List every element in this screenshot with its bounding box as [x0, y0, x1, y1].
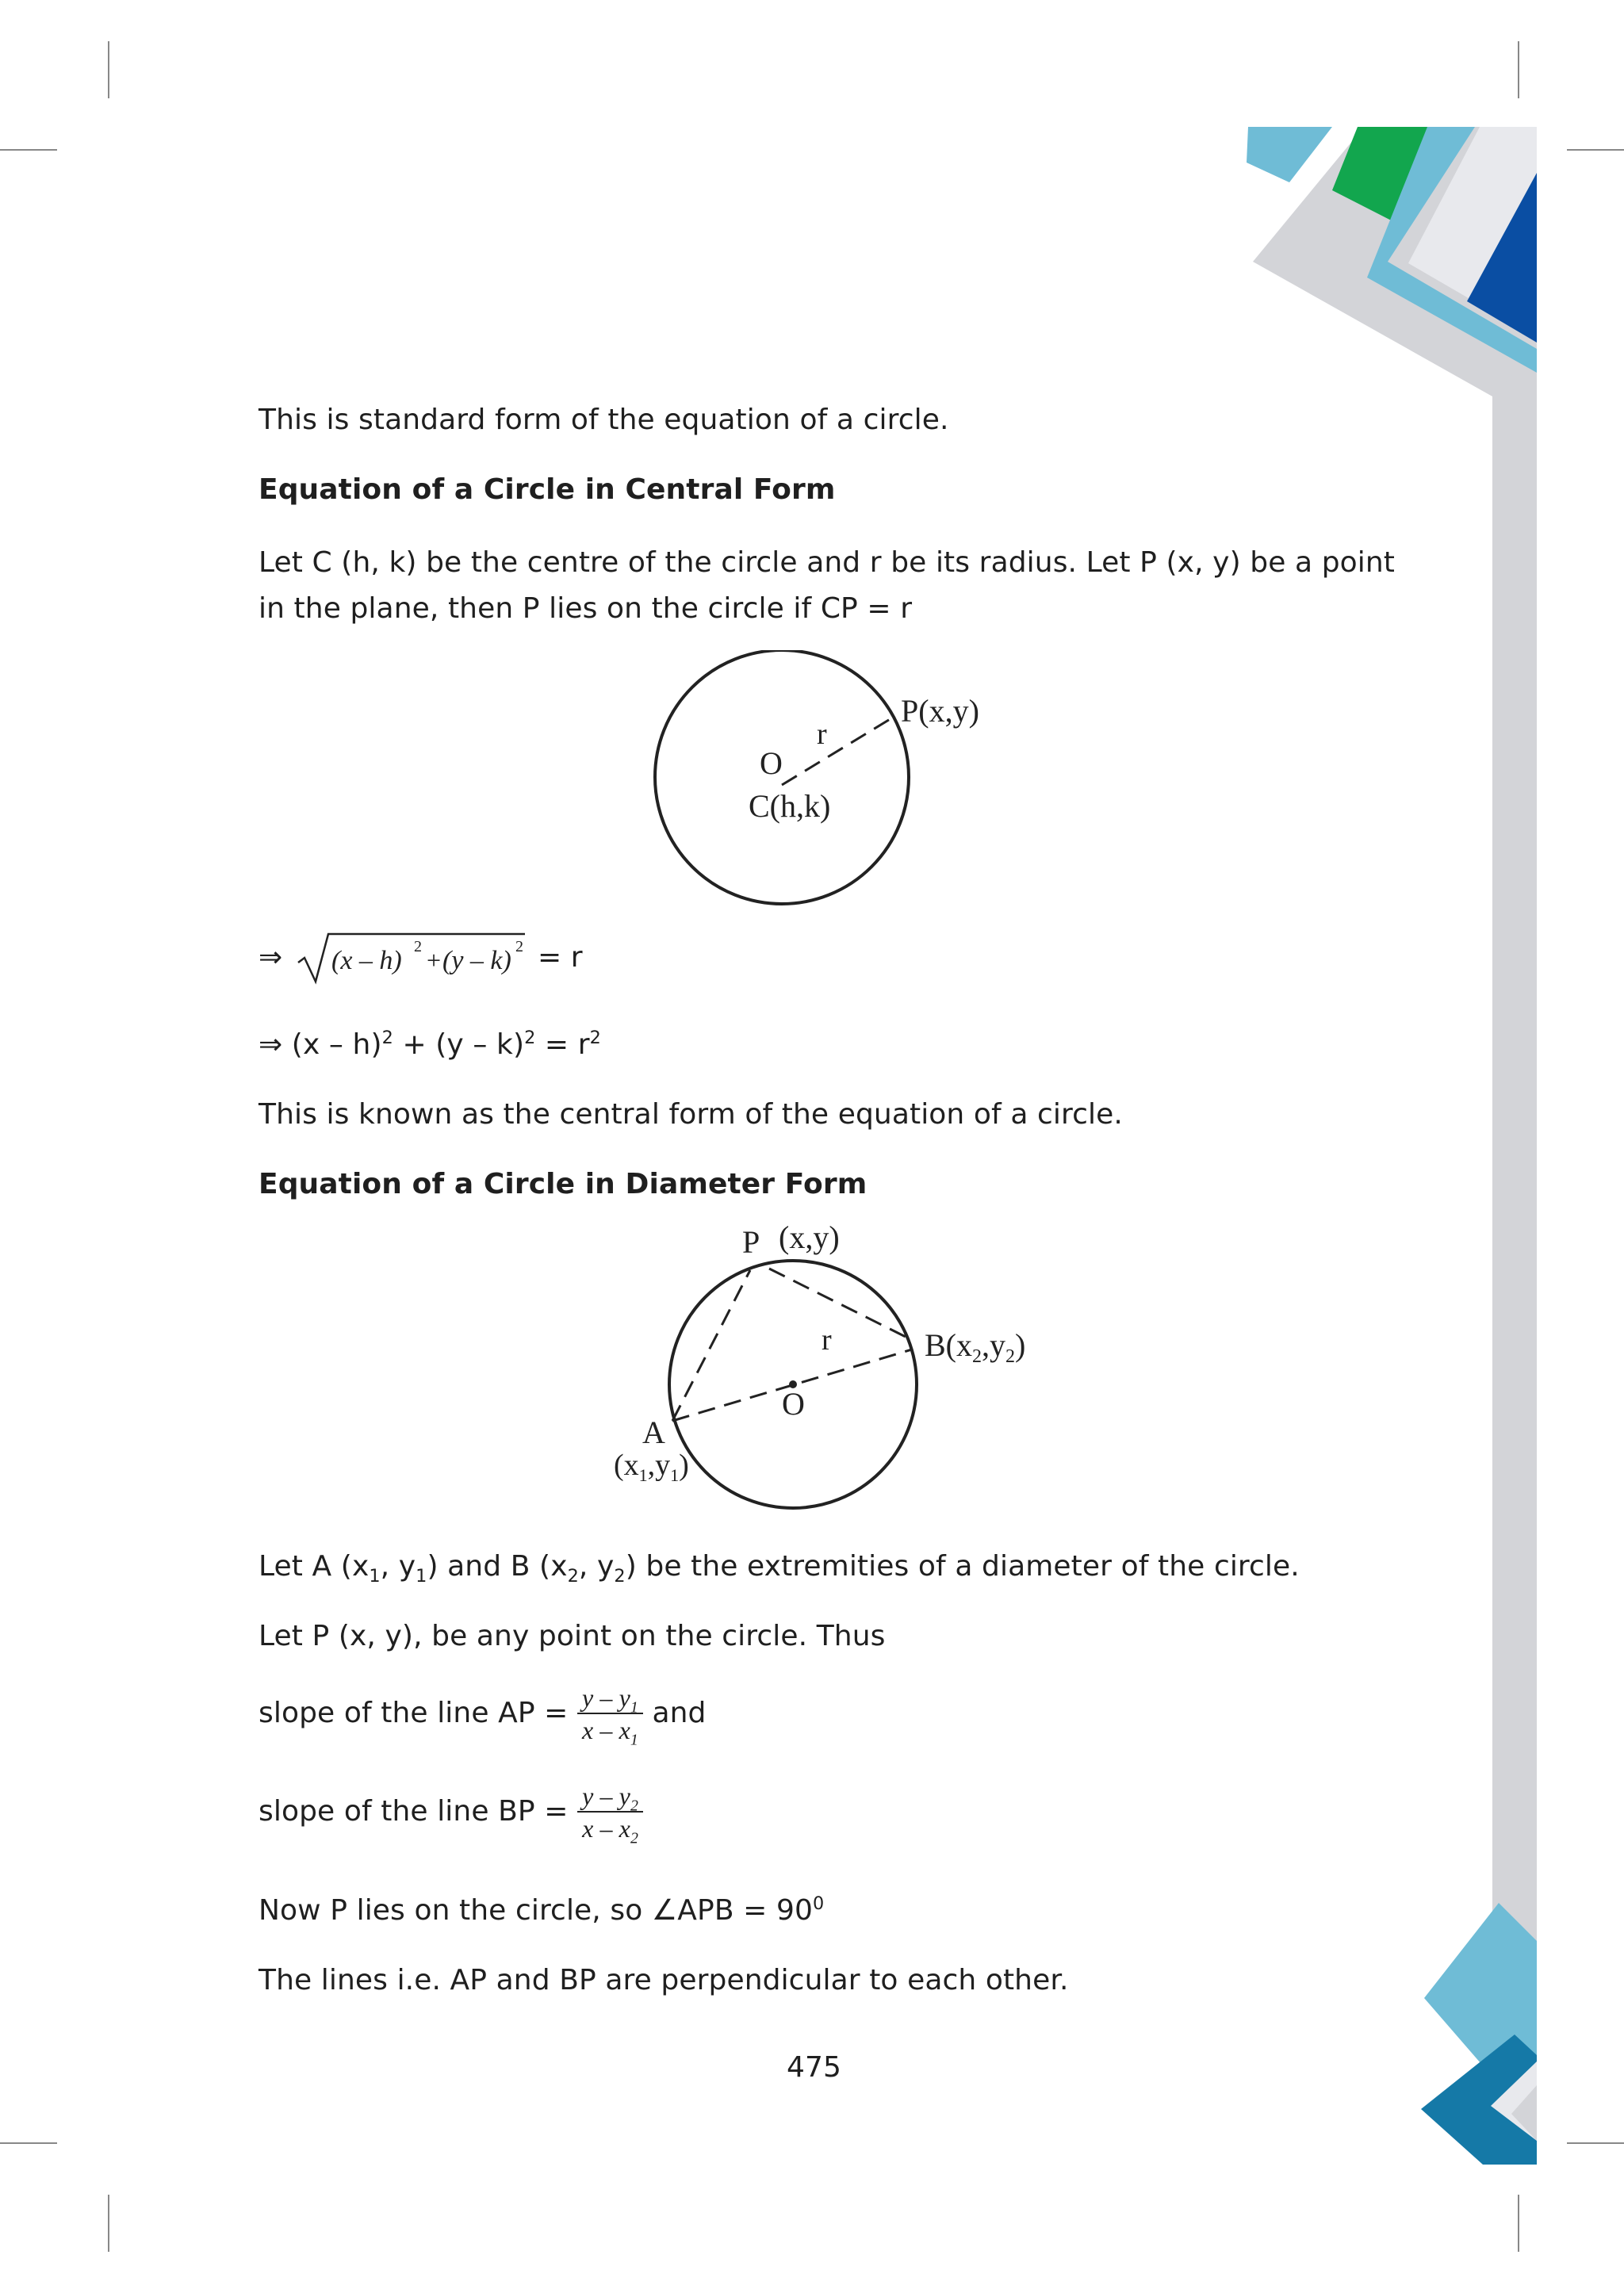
section-heading-diameter: Equation of a Circle in Diameter Form	[259, 1168, 868, 1200]
center-symbol: O	[760, 745, 783, 781]
sqrt-expression	[295, 928, 533, 986]
sqrt-exp-2: 2	[515, 938, 523, 955]
section-heading-central: Equation of a Circle in Central Form	[259, 473, 836, 506]
b-label: $B(x_2,y_2)$	[925, 1327, 1026, 1367]
p-label: P	[742, 1224, 760, 1260]
any-point-line: Let P (x, y), be any point on the circle. Thus	[259, 1620, 886, 1652]
center-label: O	[782, 1386, 805, 1422]
angle-apb-line: Now P lies on the circle, so ∠APB = $90^0$	[259, 1893, 825, 1927]
implies-arrow: ⇒	[259, 941, 283, 974]
perpendicular-line: The lines i.e. AP and BP are perpendicular to each other.	[259, 1964, 1069, 1996]
radius-dashed-line	[782, 718, 891, 785]
a-label: A	[642, 1414, 665, 1450]
center-label: C(h,k)	[749, 788, 831, 824]
sqrt-exp-1: 2	[414, 938, 422, 955]
decor-light-blue-strip	[1247, 127, 1332, 182]
equation-rhs-r: = r	[538, 941, 583, 974]
sqrt-term-k: (y – k)	[442, 946, 511, 975]
paragraph-line: Let C (h, k) be the centre of the circle and r be its radius. Let P (x, y) be a point	[259, 546, 1396, 579]
equation-distance	[259, 940, 282, 988]
central-form-figure	[619, 650, 1031, 920]
a-coords: $(x_1,y_1)$	[614, 1449, 689, 1485]
sqrt-term-h: (x – h)	[331, 946, 402, 975]
radius-label: r	[817, 718, 827, 751]
equation-central-form: ⇒ $(x - h)^2 + (y - k)^2 = r^2$	[259, 1028, 601, 1061]
page-number: 475	[787, 2051, 842, 2084]
point-label: P(x,y)	[901, 693, 979, 729]
intro-line: This is standard form of the equation of a circle.	[259, 404, 949, 436]
slope-ap-fraction: $\frac{y - y_1}{x - x_1}$	[577, 1682, 643, 1746]
decor-gray-band	[1492, 349, 1537, 2165]
slope-bp-fraction: $\frac{y - y_2}{x - x_2}$	[577, 1781, 643, 1844]
paragraph-line: in the plane, then P lies on the circle if CP = r	[259, 592, 913, 625]
slope-bp-line: slope of the line BP = $\frac{y - y_2}{x - x_2}$	[259, 1776, 643, 1847]
slope-ap-line: slope of the line AP = $\frac{y - y_1}{x - x_1}$ and	[259, 1683, 707, 1749]
central-conclusion: This is known as the central form of the equation of a circle.	[259, 1098, 1123, 1131]
radius-label: r	[822, 1323, 832, 1357]
sqrt-plus: +	[427, 946, 442, 974]
diameter-extremities-line: Let A ($x_1$, $y_1$) and B ($x_2$, $y_2$) be the extremities of a diameter of the circle.	[259, 1550, 1300, 1587]
diameter-form-figure	[603, 1213, 1031, 1514]
p-coords: (x,y)	[779, 1219, 840, 1255]
chord-pb	[769, 1269, 912, 1340]
